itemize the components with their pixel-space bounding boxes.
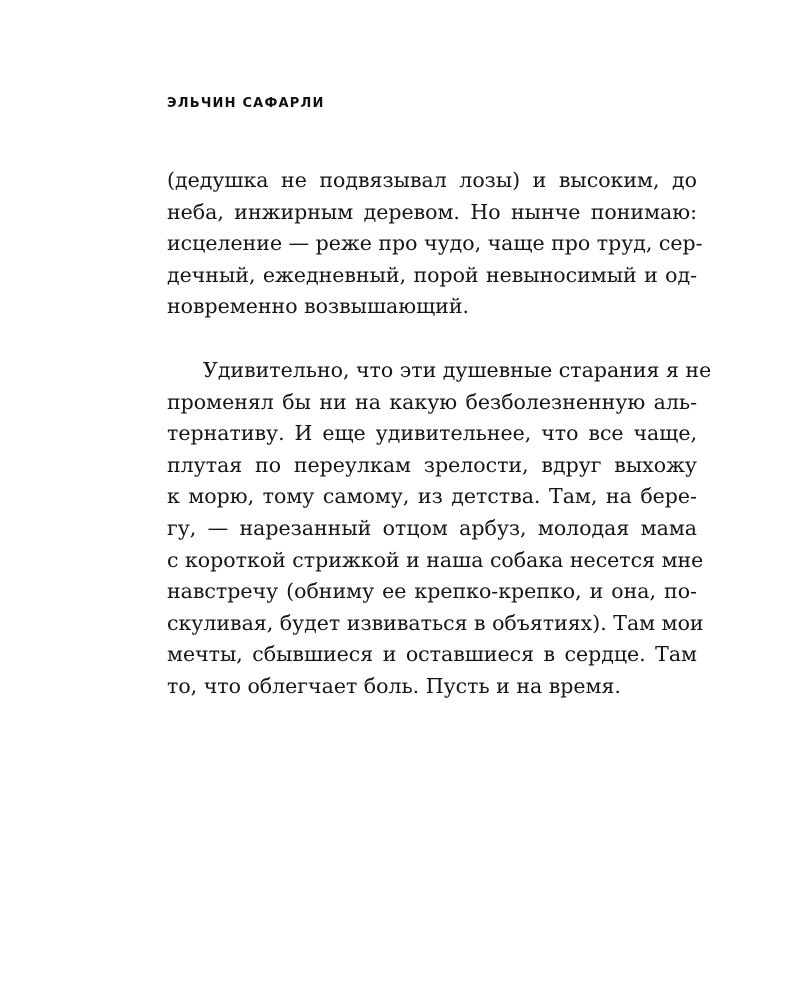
text-line: плутая по переулкам зрелости, вдруг выхожу — [167, 452, 697, 477]
text-line: исцеление — реже про чудо, чаще про труд, сер- — [167, 231, 703, 256]
paragraph-1 — [167, 165, 703, 323]
text-line: дечный, ежедневный, порой невыносимый и од- — [167, 262, 697, 287]
running-head-author: ЭЛЬЧИН САФАРЛИ — [167, 96, 325, 111]
text-line: променял бы ни на какую безболезненную аль- — [167, 389, 697, 414]
text-line: гу, — нарезанный отцом арбуз, молодая мама — [167, 515, 697, 540]
text-line: (дедушка не подвязывал лозы) и высоким, до — [167, 168, 697, 192]
text-line: с короткой стрижкой и наша собака несется мне — [167, 547, 704, 572]
text-line: к морю, тому самому, из детства. Там, на бере- — [167, 484, 697, 509]
text-line: неба, инжирным деревом. Но нынче понимаю: — [167, 199, 697, 224]
text-line: навстречу (обниму ее крепко-крепко, и она, по- — [167, 579, 697, 604]
text-line: Удивительно, что эти душевные старания я не — [203, 358, 712, 382]
text-line: то, что облегчает боль. Пусть и на время. — [167, 673, 621, 698]
text-line: новременно возвышающий. — [167, 294, 470, 319]
text-line: скуливая, будет извиваться в объятиях). Там мои — [167, 610, 704, 635]
text-line: тернативу. И еще удивительнее, что все чаще, — [167, 421, 697, 446]
paragraph-2 — [167, 355, 712, 703]
text-line: мечты, сбывшиеся и оставшиеся в сердце. Там — [167, 642, 697, 667]
